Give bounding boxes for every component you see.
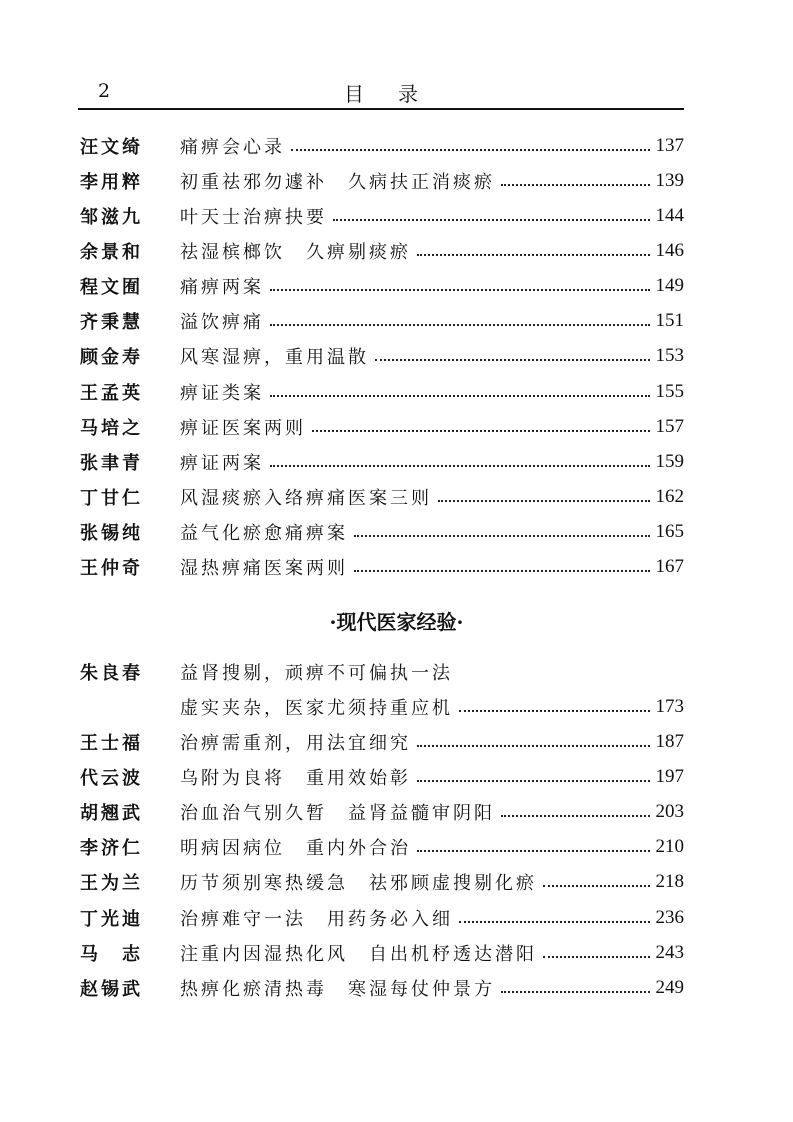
author-name: 李用粹 (80, 171, 143, 193)
entry-title: 历节须别寒热缓急 祛邪顾虚搜剔化瘀 (180, 873, 537, 895)
page-ref: 159 (655, 450, 684, 472)
author-name: 马培之 (80, 417, 143, 439)
entry-title: 初重祛邪勿遽补 久病扶正消痰瘀 (180, 171, 495, 193)
author-name: 王士福 (80, 732, 143, 754)
dot-leader (354, 570, 650, 572)
page-ref: 167 (655, 556, 684, 578)
author-name: 邹滋九 (80, 206, 143, 228)
toc-entry[interactable] (80, 304, 684, 339)
dot-leader (543, 956, 650, 958)
entry-title: 湿热痹痛医案两则 (180, 558, 348, 580)
dot-leader (543, 885, 650, 887)
author-name: 朱良春 (80, 662, 143, 684)
dot-leader (438, 500, 650, 502)
author-name: 代云波 (80, 767, 143, 789)
toc-entry[interactable] (80, 865, 684, 900)
dot-leader (291, 149, 650, 151)
page-ref: 173 (655, 695, 684, 717)
toc-entry-continuation[interactable] (80, 689, 684, 724)
page-ref: 153 (655, 345, 684, 367)
author-name: 齐秉慧 (80, 312, 143, 334)
page-ref: 197 (655, 765, 684, 787)
entry-title: 明病因病位 重内外合治 (180, 838, 411, 860)
author-name: 李济仁 (80, 838, 143, 860)
author-name: 王孟英 (80, 382, 143, 404)
toc-entry[interactable] (80, 409, 684, 444)
page-ref: 155 (655, 380, 684, 402)
entry-title: 热痹化瘀清热毒 寒湿每仗仲景方 (180, 978, 495, 1000)
toc-entry[interactable] (80, 759, 684, 794)
entry-title: 益气化瘀愈痛痹案 (180, 523, 348, 545)
author-name: 顾金寿 (80, 347, 143, 369)
page-ref: 187 (655, 730, 684, 752)
page-ref: 149 (655, 275, 684, 297)
page-ref: 139 (655, 169, 684, 191)
toc-entry[interactable] (80, 198, 684, 233)
running-header (78, 74, 684, 110)
page-ref: 157 (655, 415, 684, 437)
entry-title: 益肾搜剔，顽痹不可偏执一法 (180, 662, 453, 684)
author-name: 余景和 (80, 241, 143, 263)
toc-entry[interactable] (80, 550, 684, 585)
toc-entry[interactable] (80, 724, 684, 759)
author-name: 程文囿 (80, 277, 143, 299)
entry-title: 叶天士治痹抉要 (180, 206, 327, 228)
toc-entry[interactable] (80, 163, 684, 198)
toc-entry[interactable] (80, 339, 684, 374)
entry-title: 治血治气别久暂 益肾益髓审阴阳 (180, 803, 495, 825)
dot-leader (459, 710, 650, 712)
toc-entry[interactable] (80, 900, 684, 935)
entry-title: 溢饮痹痛 (180, 312, 264, 334)
toc-entry[interactable] (80, 374, 684, 409)
toc-entry[interactable] (80, 515, 684, 550)
entry-title: 痹证类案 (180, 382, 264, 404)
toc-entry[interactable] (80, 444, 684, 479)
entry-title: 痹证两案 (180, 452, 264, 474)
author-name: 汪文绮 (80, 136, 143, 158)
toc-entry[interactable] (80, 128, 684, 163)
dot-leader (417, 780, 650, 782)
page-ref: 218 (655, 871, 684, 893)
entry-title: 治痹难守一法 用药务必入细 (180, 908, 453, 930)
entry-title: 痛痹两案 (180, 277, 264, 299)
entry-title: 治痹需重剂，用法宜细究 (180, 732, 411, 754)
page-ref: 162 (655, 485, 684, 507)
author-name: 胡翘武 (80, 803, 143, 825)
toc-entry[interactable] (80, 795, 684, 830)
page-ref: 165 (655, 521, 684, 543)
dot-leader (270, 324, 650, 326)
dot-leader (501, 991, 650, 993)
page-ref: 137 (655, 134, 684, 156)
page-ref: 146 (655, 239, 684, 261)
page-ref: 203 (655, 801, 684, 823)
page-ref: 144 (655, 204, 684, 226)
toc-entry[interactable] (80, 654, 684, 689)
dot-leader (417, 254, 650, 256)
page-ref: 243 (655, 941, 684, 963)
author-name: 丁光迪 (80, 908, 143, 930)
running-title: 目录 (344, 82, 452, 106)
dot-leader (270, 465, 650, 467)
toc-entry[interactable] (80, 935, 684, 970)
entry-title: 虚实夹杂，医家尤须持重应机 (180, 697, 453, 719)
entry-title: 乌附为良将 重用效始彰 (180, 767, 411, 789)
dot-leader (312, 430, 650, 432)
dot-leader (501, 815, 650, 817)
toc-entry[interactable] (80, 830, 684, 865)
entry-title: 风湿痰瘀入络痹痛医案三则 (180, 487, 432, 509)
toc-entry[interactable] (80, 479, 684, 514)
page-ref: 151 (655, 310, 684, 332)
page-ref: 236 (655, 906, 684, 928)
toc-entry[interactable] (80, 970, 684, 1005)
toc-list-modern (80, 654, 684, 1005)
entry-title: 注重内因湿热化风 自出机杼透达潜阳 (180, 943, 537, 965)
dot-leader (375, 359, 650, 361)
dot-leader (417, 850, 650, 852)
entry-title: 祛湿槟榔饮 久痹剔痰瘀 (180, 241, 411, 263)
author-name: 张锡纯 (80, 523, 143, 545)
dot-leader (270, 289, 650, 291)
dot-leader (333, 219, 650, 221)
page-number: 2 (98, 80, 111, 102)
entry-title: 痹证医案两则 (180, 417, 306, 439)
section-heading: ·现代医家经验· (329, 610, 464, 634)
entry-title: 痛痹会心录 (180, 136, 285, 158)
entry-title: 风寒湿痹，重用温散 (180, 347, 369, 369)
author-name: 张聿青 (80, 452, 143, 474)
page-ref: 249 (655, 976, 684, 998)
toc-list-classical (80, 128, 684, 585)
dot-leader (354, 535, 650, 537)
dot-leader (417, 745, 650, 747)
dot-leader (459, 921, 650, 923)
toc-entry[interactable] (80, 269, 684, 304)
author-name: 王为兰 (80, 873, 143, 895)
author-name: 王仲奇 (80, 558, 143, 580)
toc-entry[interactable] (80, 233, 684, 268)
page-ref: 210 (655, 836, 684, 858)
author-name: 丁甘仁 (80, 487, 143, 509)
dot-leader (270, 395, 650, 397)
dot-leader (501, 184, 650, 186)
author-name: 马 志 (80, 943, 143, 965)
author-name: 赵锡武 (80, 978, 143, 1000)
